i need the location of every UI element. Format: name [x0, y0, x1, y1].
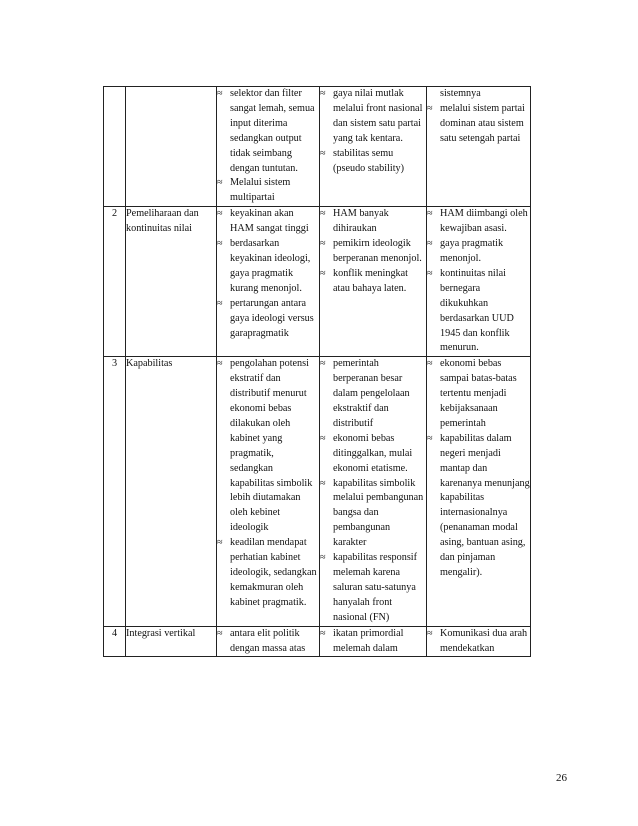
cell-col2 — [320, 626, 427, 657]
bullet-list — [320, 357, 426, 625]
list-item — [320, 147, 426, 177]
bullet-list — [427, 207, 530, 356]
list-item — [217, 237, 319, 297]
item-text: kapabilitas dalam negeri menjadi mantap dan karenanya menunjang kapabilitas internasionalnya (penanaman modal asing, bantuan asing, dan pinjaman mengalir). — [440, 432, 530, 578]
row-number: 3 — [104, 357, 126, 626]
cell-col1 — [217, 626, 320, 657]
row-label: Integrasi vertikal — [126, 626, 217, 657]
list-item — [217, 207, 319, 237]
item-text: ekonomi bebas ditinggalkan, mulai ekonomi etatisme. — [333, 432, 413, 474]
approx-bullet-icon: ≈ — [320, 267, 326, 279]
list-item — [427, 237, 530, 267]
item-text: berdasarkan keyakinan ideologi, gaya pragmatik kurang menonjol. — [230, 238, 311, 294]
item-text: melalui sistem partai dominan atau sistem satu setengah partai — [440, 102, 525, 144]
item-text: ikatan primordial melemah dalam — [333, 627, 404, 654]
list-item — [320, 477, 426, 552]
bullet-list — [427, 357, 530, 581]
bullet-list — [320, 207, 426, 296]
list-item — [320, 432, 426, 477]
item-text: gaya pragmatik menonjol. — [440, 238, 504, 264]
approx-bullet-icon: ≈ — [427, 208, 433, 220]
item-text: keadilan mendapat perhatian kabinet ideologik, sedangkan kemakmuran oleh kabinet pragmatik. — [230, 537, 317, 608]
approx-bullet-icon: ≈ — [320, 627, 326, 639]
row-label: Kapabilitas — [126, 357, 217, 626]
item-text: sistemnya — [440, 88, 481, 99]
approx-bullet-icon: ≈ — [217, 88, 223, 99]
item-text: HAM diimbangi oleh kewajiban asasi. — [440, 208, 528, 235]
row-number: 4 — [104, 626, 126, 657]
approx-bullet-icon: ≈ — [320, 208, 326, 220]
approx-bullet-icon: ≈ — [217, 238, 223, 250]
cell-col3 — [427, 207, 531, 357]
row-label: Pemeliharaan dan kontinuitas nilai — [126, 207, 217, 357]
item-text: kontinuitas nilai bernegara dikukuhkan berdasarkan UUD 1945 dan konflik menurun. — [440, 267, 514, 354]
item-text: kapabilitas responsif melemah karena saluran satu-satunya hanyalah front nasional (FN) — [333, 552, 418, 623]
item-text: kapabilitas simbolik melalui pembangunan bangsa dan pembangunan karakter — [333, 477, 424, 549]
approx-bullet-icon: ≈ — [427, 358, 433, 370]
list-item — [320, 551, 426, 626]
approx-bullet-icon: ≈ — [217, 627, 223, 639]
bullet-list — [320, 87, 426, 176]
bullet-list — [427, 627, 530, 657]
row-number: 2 — [104, 207, 126, 357]
item-text: antara elit politik dengan massa atas — [230, 627, 306, 654]
cell-col1 — [217, 87, 320, 207]
approx-bullet-icon: ≈ — [217, 208, 223, 220]
bullet-list — [320, 627, 426, 657]
approx-bullet-icon: ≈ — [427, 238, 433, 250]
table-row — [104, 87, 531, 207]
list-item — [217, 536, 319, 611]
list-item — [217, 297, 319, 342]
approx-bullet-icon: ≈ — [217, 537, 223, 549]
approx-bullet-icon: ≈ — [320, 477, 326, 489]
approx-bullet-icon: ≈ — [427, 432, 433, 444]
item-text: selektor dan filter sangat lemah, semua input diterima sedangkan output tidak seimbang dengan tuntutan. — [230, 88, 315, 174]
bullet-list — [217, 207, 319, 341]
cell-col2 — [320, 357, 427, 626]
list-item — [217, 176, 319, 206]
approx-bullet-icon: ≈ — [320, 432, 326, 444]
item-text: ekonomi bebas sampai batas-batas tertentu menjadi kebijaksanaan pemerintah — [440, 358, 517, 429]
bullet-list — [427, 87, 530, 147]
list-item — [427, 102, 530, 147]
item-text: pemerintah berperanan besar dalam pengelolaan ekstraktif dan distributif — [333, 358, 410, 429]
cell-col2 — [320, 87, 427, 207]
list-item — [217, 357, 319, 536]
item-text: pengolahan potensi ekstratif dan distributif menurut ekonomi bebas dilakukan oleh kabinet yang pragmatik, sedangkan kapabilitas simbolik lebih diutamakan oleh kebinet ideologik — [230, 358, 313, 534]
approx-bullet-icon: ≈ — [217, 358, 223, 370]
list-item — [320, 87, 426, 147]
approx-bullet-icon: ≈ — [320, 147, 326, 159]
list-item — [427, 432, 530, 581]
list-item — [427, 627, 530, 657]
approx-bullet-icon: ≈ — [217, 177, 223, 189]
list-item — [320, 207, 426, 237]
list-item — [320, 237, 426, 267]
cell-col2 — [320, 207, 427, 357]
list-item — [427, 207, 530, 237]
comparison-table — [103, 86, 531, 657]
table-row — [104, 626, 531, 657]
item-text: konflik meningkat atau bahaya laten. — [333, 267, 408, 294]
list-item — [320, 357, 426, 432]
row-number — [104, 87, 126, 207]
item-text: Melalui sistem multipartai — [230, 177, 291, 204]
approx-bullet-icon: ≈ — [320, 552, 326, 564]
list-item — [427, 267, 530, 356]
list-item — [217, 627, 319, 657]
list-item — [217, 87, 319, 176]
bullet-list — [217, 357, 319, 610]
item-text: stabilitas semu (pseudo stability) — [333, 147, 405, 174]
item-text: keyakinan akan HAM sangat tinggi — [230, 208, 309, 235]
approx-bullet-icon: ≈ — [427, 267, 433, 279]
list-item — [320, 267, 426, 297]
approx-bullet-icon: ≈ — [217, 297, 223, 309]
row-label — [126, 87, 217, 207]
approx-bullet-icon: ≈ — [320, 238, 326, 250]
item-text: pemikirn ideologik berperanan menonjol. — [333, 238, 422, 264]
cell-col3 — [427, 626, 531, 657]
table-row — [104, 357, 531, 626]
item-text: Komunikasi dua arah mendekatkan — [440, 627, 528, 654]
bullet-list — [217, 627, 319, 657]
approx-bullet-icon: ≈ — [427, 627, 433, 639]
list-item — [320, 627, 426, 657]
item-text: pertarungan antara gaya ideologi versus garapragmatik — [230, 297, 314, 339]
item-text: gaya nilai mutlak melalui front nasional dan sistem satu partai yang tak kentara. — [333, 88, 423, 144]
item-text: HAM banyak dihiraukan — [333, 208, 389, 235]
cell-col3 — [427, 357, 531, 626]
list-item — [427, 87, 530, 102]
page-number: 26 — [556, 772, 567, 784]
table-body — [104, 87, 531, 657]
list-item — [427, 357, 530, 432]
bullet-list — [217, 87, 319, 206]
approx-bullet-icon: ≈ — [320, 358, 326, 370]
approx-bullet-icon: ≈ — [427, 102, 433, 114]
cell-col3 — [427, 87, 531, 207]
cell-col1 — [217, 207, 320, 357]
table-row — [104, 207, 531, 357]
cell-col1 — [217, 357, 320, 626]
approx-bullet-icon: ≈ — [320, 88, 326, 99]
